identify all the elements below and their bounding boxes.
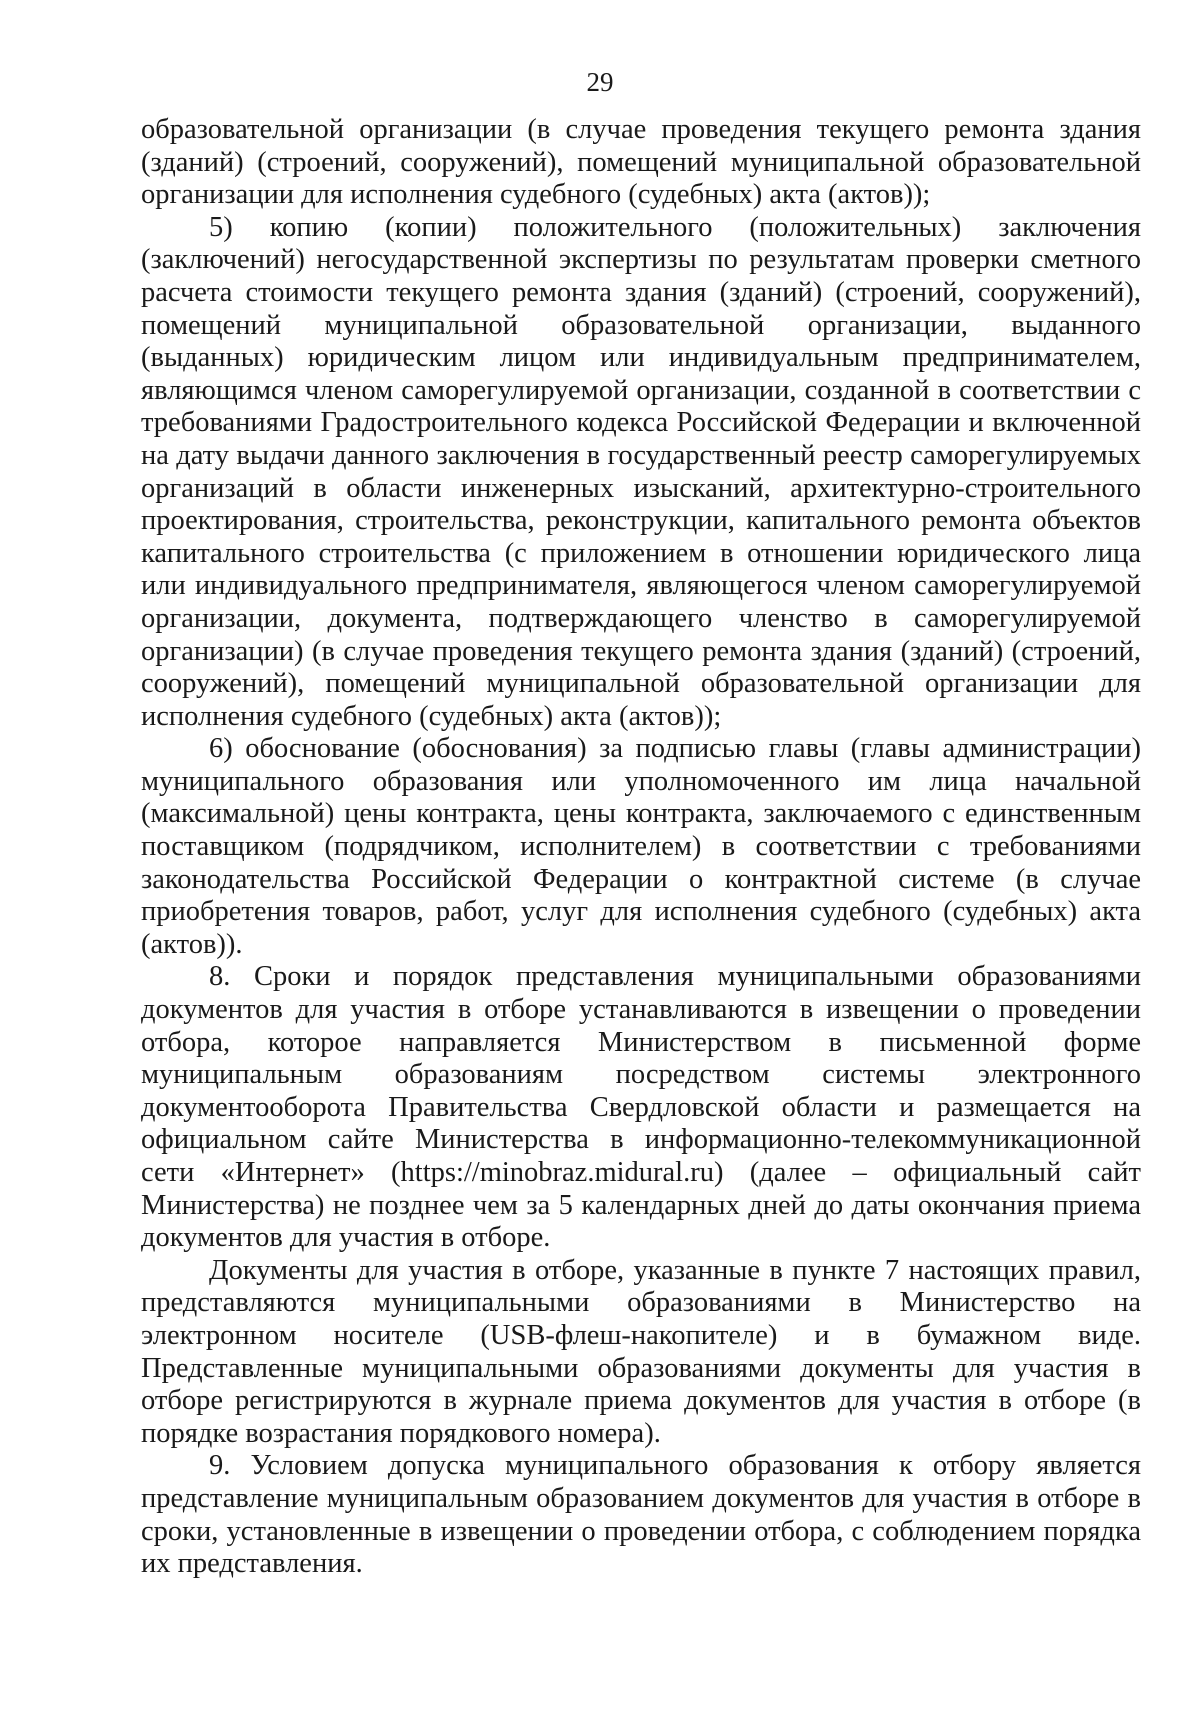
paragraph-clause-9: 9. Условием допуска муниципального образования к отбору является представление муниципальным образованием документов для участия в отборе в сроки, установленные в извещении о проведении отбора, с соблюдением порядка их представления. bbox=[141, 1450, 1141, 1580]
document-body bbox=[141, 114, 1141, 1581]
paragraph-clause-8: 8. Сроки и порядок представления муниципальными образованиями документов для участия в отборе устанавливаются в извещении о проведении отбора, которое направляется Министерством в письменной форме муниципальным образованиям посредством системы электронного документооборота Правительства Свердловской области и размещается на официальном сайте Министерства в информационно-телекоммуникационной сети «Интернет» (https://minobraz.midural.ru) (далее – официальный сайт Министерства) не позднее чем за 5 календарных дней до даты окончания приема документов для участия в отборе. bbox=[141, 961, 1141, 1254]
paragraph-continuation: образовательной организации (в случае проведения текущего ремонта здания (зданий) (строений, сооружений), помещений муниципальной образовательной организации для исполнения судебного (судебных) акта (актов)); bbox=[141, 114, 1141, 211]
paragraph-item-5: 5) копию (копии) положительного (положительных) заключения (заключений) негосударственной экспертизы по результатам проверки сметного расчета стоимости текущего ремонта здания (зданий) (строений, сооружений), помещений муниципальной образовательной организации, выданного (выданных) юридическим лицом или индивидуальным предпринимателем, являющимся членом саморегулируемой организации, созданной в соответствии с требованиями Градостроительного кодекса Российской Федерации и включенной на дату выдачи данного заключения в государственный реестр саморегулируемых организаций в области инженерных изысканий, архитектурно-строительного проектирования, строительства, реконструкции, капитального ремонта объектов капитального строительства (с приложением в отношении юридического лица или индивидуального предпринимателя, являющегося членом саморегулируемой организации, документа, подтверждающего членство в саморегулируемой организации) (в случае проведения текущего ремонта здания (зданий) (строений, сооружений), помещений муниципальной образовательной организации для исполнения судебного (судебных) акта (актов)); bbox=[141, 211, 1141, 732]
paragraph-clause-8-documents: Документы для участия в отборе, указанные в пункте 7 настоящих правил, представляются муниципальными образованиями в Министерство на электронном носителе (USB-флеш-накопителе) и в бумажном виде. Представленные муниципальными образованиями документы для участия в отборе регистрируются в журнале приема документов для участия в отборе (в порядке возрастания порядкового номера). bbox=[141, 1254, 1141, 1449]
page-number: 29 bbox=[586, 67, 614, 97]
paragraph-item-6: 6) обоснование (обоснования) за подписью главы (главы администрации) муниципального образования или уполномоченного им лица начальной (максимальной) цены контракта, цены контракта, заключаемого с единственным поставщиком (подрядчиком, исполнителем) в соответствии с требованиями законодательства Российской Федерации о контрактной системе (в случае приобретения товаров, работ, услуг для исполнения судебного (судебных) акта (актов)). bbox=[141, 733, 1141, 960]
